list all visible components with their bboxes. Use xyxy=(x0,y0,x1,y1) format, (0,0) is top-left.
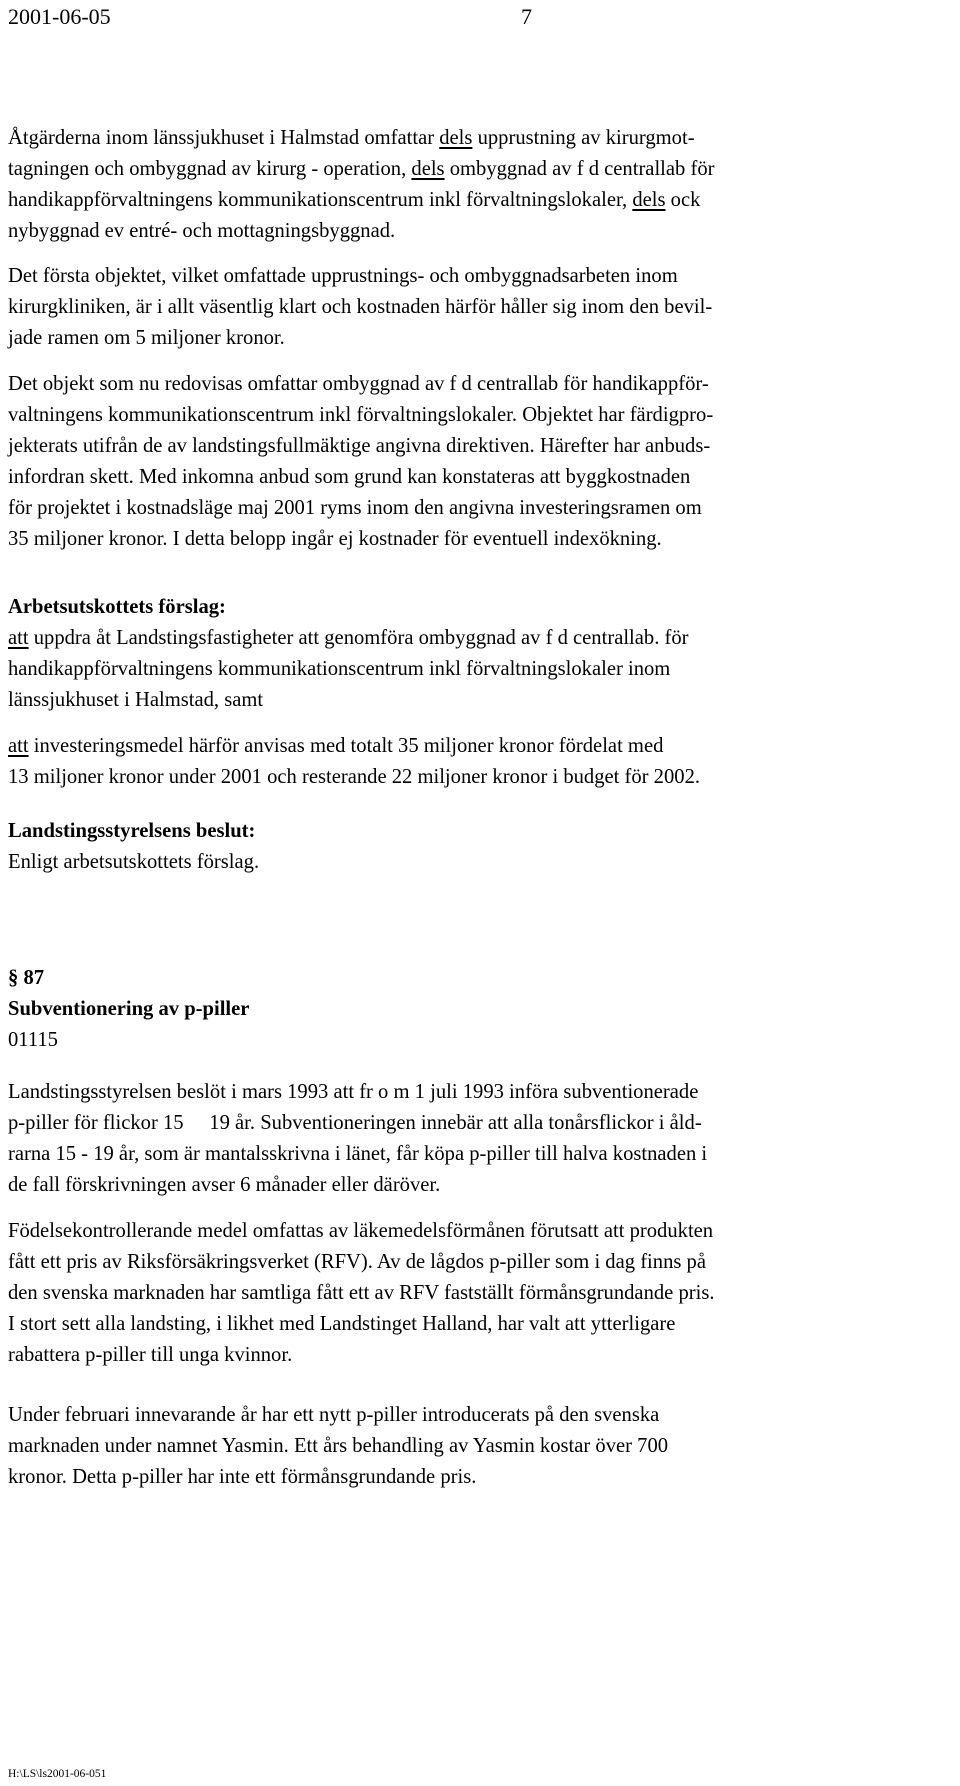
paragraph-current-object xyxy=(8,369,948,555)
intro-paragraph xyxy=(8,123,948,247)
decision-text: Enligt arbetsutskottets förslag. xyxy=(8,851,260,873)
page-number: 7 xyxy=(521,4,532,29)
text-line: rarna 15 - 19 år, som är mantalsskrivna i länet, får köpa p-piller till halva kostnaden i xyxy=(8,1143,708,1165)
text-line: fått ett pris av Riksförsäkringsverket (RFV). Av de lågdos p-piller som i dag finns på xyxy=(8,1251,706,1273)
section-87 xyxy=(8,963,948,1056)
text-line: Det objekt som nu redovisas omfattar ombyggnad av f d centrallab för handikappför- xyxy=(8,373,709,395)
text-line: kirurgkliniken, är i allt väsentlig klart och kostnaden härför håller sig inom den bevil- xyxy=(8,296,713,318)
text-line: nybyggnad ev entré- och mottagningsbyggnad. xyxy=(8,220,396,242)
text-line: Födelsekontrollerande medel omfattas av läkemedelsförmånen förutsatt att produkten xyxy=(8,1220,714,1242)
section-title: Subventionering av p-piller xyxy=(8,998,250,1020)
text-line: jade ramen om 5 miljoner kronor. xyxy=(8,327,285,349)
paragraph-yasmin xyxy=(8,1400,948,1493)
header-date: 2001-06-05 xyxy=(8,4,111,29)
text-line: de fall förskrivningen avser 6 månader eller däröver. xyxy=(8,1174,441,1196)
text-line: Under februari innevarande år har ett nytt p-piller introducerats på den svenska xyxy=(8,1404,660,1426)
text-line: kronor. Detta p-piller har inte ett förmånsgrundande pris. xyxy=(8,1466,477,1488)
text-line: p-piller för flickor 15 19 år. Subventioneringen innebär att alla tonårsflickor i åld- xyxy=(8,1112,702,1134)
text-line: jekterats utifrån de av landstingsfullmäktige angivna direktiven. Härefter har anbuds- xyxy=(8,435,711,457)
text-line: handikappförvaltningens kommunikationscentrum inkl förvaltningslokaler, dels ock xyxy=(8,189,701,211)
proposal-item-2 xyxy=(8,731,948,793)
text-line: länssjukhuset i Halmstad, samt xyxy=(8,689,264,711)
text-line: tagningen och ombyggnad av kirurg - operation, dels ombyggnad av f d centrallab för xyxy=(8,158,715,180)
text-line: Åtgärderna inom länssjukhuset i Halmstad omfattar dels upprustning av kirurgmot- xyxy=(8,127,695,149)
paragraph-first-object xyxy=(8,261,948,354)
text-line: 35 miljoner kronor. I detta belopp ingår ej kostnader för eventuell indexökning. xyxy=(8,528,662,550)
text-line: att investeringsmedel härför anvisas med totalt 35 miljoner kronor fördelat med xyxy=(8,735,664,757)
proposal-section xyxy=(8,592,948,716)
text-line: för projektet i kostnadsläge maj 2001 ryms inom den angivna investeringsramen om xyxy=(8,497,702,519)
paragraph-symbol: § xyxy=(8,967,19,989)
section-number: § 87 xyxy=(8,967,45,989)
text-line: att uppdra åt Landstingsfastigheter att genomföra ombyggnad av f d centrallab. för xyxy=(8,627,689,649)
section-code: 01115 xyxy=(8,1029,58,1051)
decision-heading: Landstingsstyrelsens beslut: xyxy=(8,820,256,842)
text-line: 13 miljoner kronor under 2001 och resterande 22 miljoner kronor i budget för 2002. xyxy=(8,766,701,788)
text-line: marknaden under namnet Yasmin. Ett års behandling av Yasmin kostar över 700 xyxy=(8,1435,669,1457)
text-line: I stort sett alla landsting, i likhet med Landstinget Halland, har valt att ytterligare xyxy=(8,1313,676,1335)
text-line: handikappförvaltningens kommunikationscentrum inkl förvaltningslokaler inom xyxy=(8,658,671,680)
text-line: Det första objektet, vilket omfattade upprustnings- och ombyggnadsarbeten inom xyxy=(8,265,678,287)
paragraph-subsidy-decision xyxy=(8,1077,948,1201)
proposal-heading: Arbetsutskottets förslag: xyxy=(8,596,226,618)
text-line: Landstingsstyrelsen beslöt i mars 1993 att fr o m 1 juli 1993 införa subventionerade xyxy=(8,1081,699,1103)
text-line: den svenska marknaden har samtliga fått ett av RFV fastställt förmånsgrundande pris. xyxy=(8,1282,715,1304)
paragraph-contraceptives xyxy=(8,1216,948,1371)
text-line: rabattera p-piller till unga kvinnor. xyxy=(8,1344,293,1366)
text-line: valtningens kommunikationscentrum inkl förvaltningslokaler. Objektet har färdigpro- xyxy=(8,404,714,426)
text-line: infordran skett. Med inkomna anbud som grund kan konstateras att byggkostnaden xyxy=(8,466,691,488)
decision-section xyxy=(8,816,948,878)
footer-file-path: H:\LS\ls2001-06-051 xyxy=(8,1768,107,1780)
